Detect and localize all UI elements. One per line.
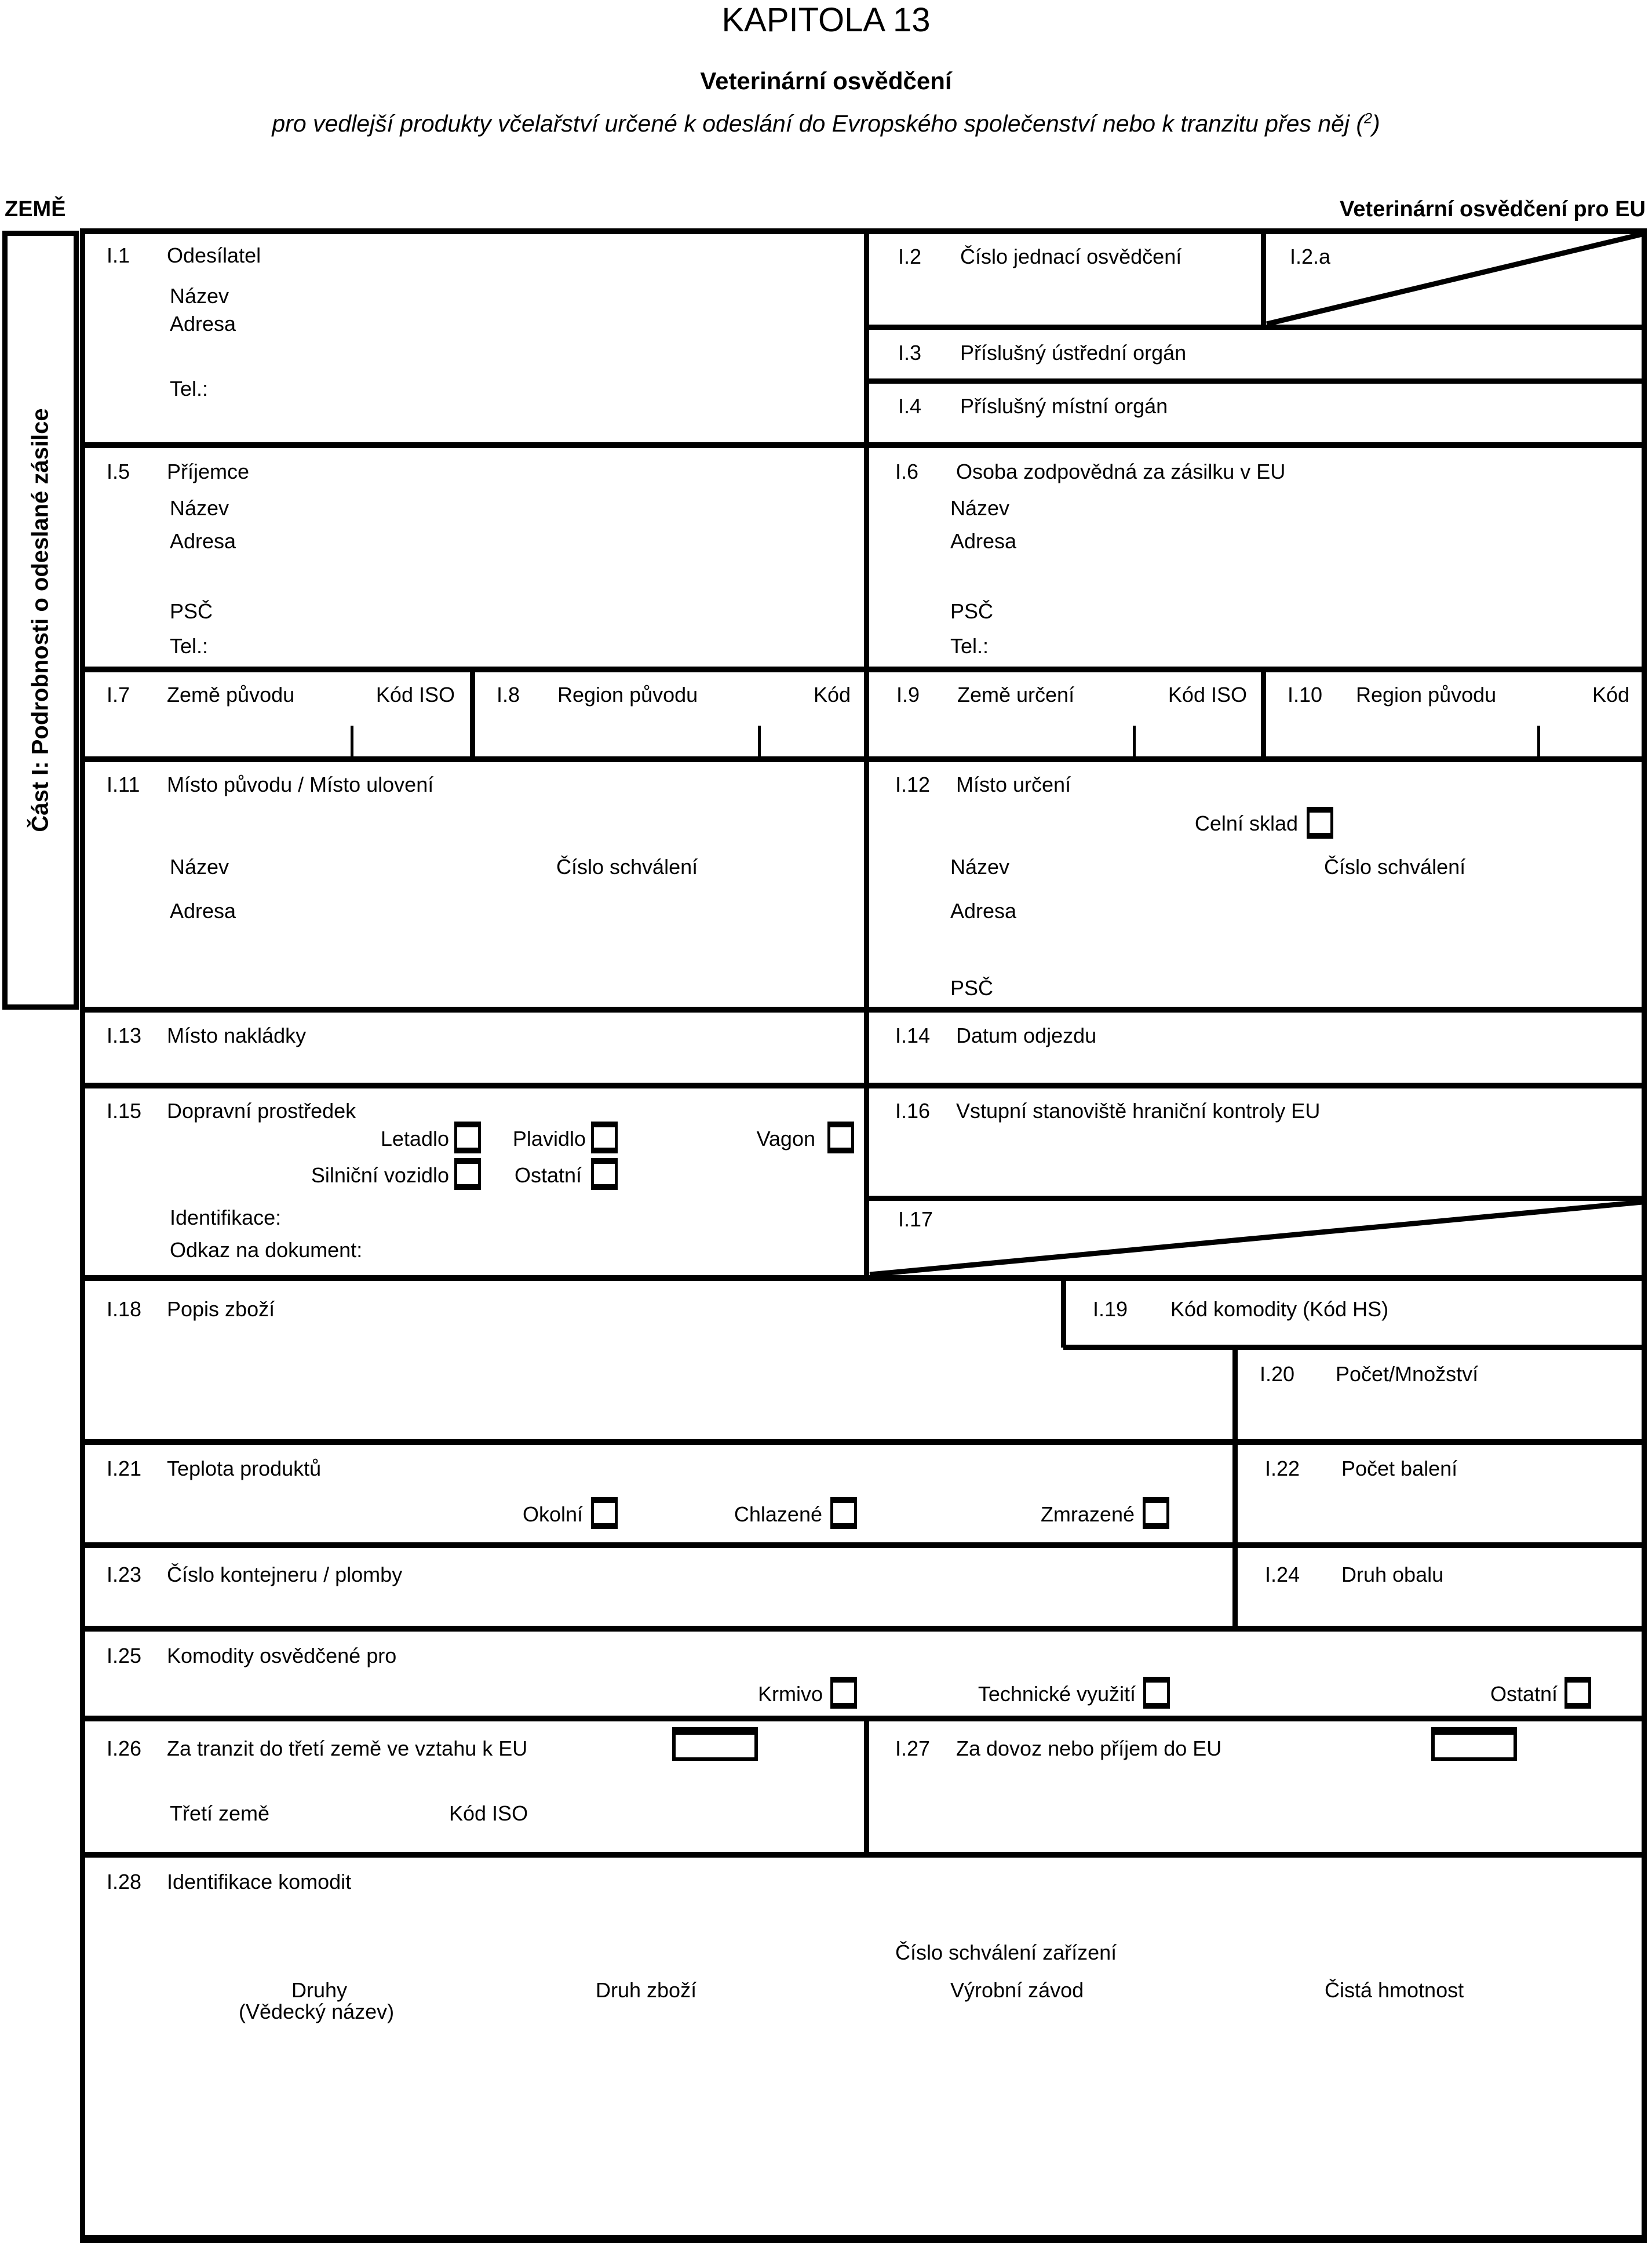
commodity-other-checkbox[interactable] (1565, 1677, 1591, 1709)
i5-postal-label: PSČ (170, 599, 213, 623)
i6-tel-label: Tel.: (950, 634, 989, 658)
field-i13-number: I.13 (107, 1024, 142, 1047)
field-i11-number: I.11 (107, 773, 140, 796)
grid-line (82, 1439, 1646, 1445)
airplane-checkbox[interactable] (454, 1122, 481, 1153)
grid-line (1261, 667, 1266, 759)
i21-ambient-label: Okolní (522, 1502, 583, 1526)
field-i25-number: I.25 (107, 1644, 142, 1668)
customs-warehouse-checkbox[interactable] (1307, 807, 1333, 839)
field-i14-number: I.14 (895, 1024, 931, 1047)
ship-checkbox[interactable] (591, 1122, 618, 1153)
code-entry-tick (1133, 726, 1136, 759)
grid-line (866, 325, 1646, 330)
field-i20-number: I.20 (1260, 1362, 1295, 1386)
field-i14-label: Datum odjezdu (956, 1024, 1097, 1047)
field-i25-label: Komodity osvědčené pro (167, 1644, 397, 1668)
field-i18-number: I.18 (107, 1297, 142, 1321)
ambient-checkbox[interactable] (591, 1497, 618, 1529)
i28-species-column-label: Druhy (291, 1978, 348, 2002)
field-i3-number: I.3 (898, 341, 922, 365)
i15-road-vehicle-label: Silniční vozidlo (311, 1163, 449, 1187)
i6-postal-label: PSČ (950, 599, 994, 623)
i11-address-label: Adresa (170, 899, 236, 923)
field-i5-number: I.5 (107, 460, 130, 483)
field-i21-number: I.21 (107, 1457, 142, 1480)
field-i3-label: Příslušný ústřední orgán (960, 341, 1187, 365)
field-i12-number: I.12 (895, 773, 931, 796)
field-i13-label: Místo nakládky (167, 1024, 307, 1047)
import-box[interactable] (1431, 1727, 1517, 1761)
field-i5-label: Příjemce (167, 460, 250, 483)
transport-other-checkbox[interactable] (591, 1158, 618, 1190)
field-i9-number: I.9 (896, 683, 920, 707)
i12-name-label: Název (950, 855, 1010, 879)
grid-line (866, 378, 1646, 384)
field-i24-label: Druh obalu (1341, 1563, 1444, 1586)
i12-customs-label: Celní sklad (1194, 811, 1298, 835)
grid-line (864, 228, 869, 1278)
field-i24-number: I.24 (1265, 1563, 1300, 1586)
field-i22-number: I.22 (1265, 1457, 1300, 1480)
grid-line (82, 1626, 1646, 1632)
field-i16-number: I.16 (895, 1099, 931, 1123)
grid-line (82, 1542, 1646, 1548)
i1-tel-label: Tel.: (170, 377, 209, 401)
field-i28-label: Identifikace komodit (167, 1870, 352, 1894)
chilled-checkbox[interactable] (830, 1497, 857, 1529)
i15-other-label: Ostatní (514, 1163, 582, 1187)
field-i16-label: Vstupní stanoviště hraniční kontroly EU (956, 1099, 1321, 1123)
i5-address-label: Adresa (170, 529, 236, 553)
field-i27-label: Za dovoz nebo příjem do EU (956, 1736, 1222, 1760)
field-i15-number: I.15 (107, 1099, 142, 1123)
code-entry-tick (351, 726, 353, 759)
field-i10-number: I.10 (1288, 683, 1323, 707)
field-i2-number: I.2 (898, 245, 922, 268)
field-i1-label: Odesílatel (167, 243, 261, 267)
i5-name-label: Název (170, 496, 229, 520)
i26-iso-code-label: Kód ISO (449, 1801, 528, 1825)
field-i26-number: I.26 (107, 1736, 142, 1760)
i10-code-label: Kód (1592, 683, 1629, 707)
grid-line (866, 1196, 1646, 1201)
i6-address-label: Adresa (950, 529, 1017, 553)
i8-code-label: Kód (813, 683, 851, 707)
i21-chilled-label: Chlazené (734, 1502, 822, 1526)
chapter-title: KAPITOLA 13 (721, 1, 931, 39)
footnote-ref: 2 (1364, 110, 1372, 127)
grid-line (1061, 1275, 1066, 1348)
field-i6-label: Osoba zodpovědná za zásilku v EU (956, 460, 1286, 483)
i28-weight-column-label: Čistá hmotnost (1325, 1978, 1464, 2002)
i15-document-ref-label: Odkaz na dokument: (170, 1238, 363, 1262)
field-i22-label: Počet balení (1341, 1457, 1458, 1480)
field-i8-number: I.8 (497, 683, 520, 707)
field-i19-number: I.19 (1093, 1297, 1128, 1321)
i17-diagonal (866, 1199, 1646, 1278)
i1-name-label: Název (170, 284, 229, 308)
i9-code-label: Kód ISO (1168, 683, 1247, 707)
i25-other-label: Ostatní (1490, 1682, 1558, 1706)
part1-sidebar (2, 231, 79, 1010)
road-vehicle-checkbox[interactable] (454, 1158, 481, 1190)
field-i23-number: I.23 (107, 1563, 142, 1586)
i28-approval-number-label: Číslo schválení zařízení (895, 1940, 1117, 1964)
frozen-checkbox[interactable] (1143, 1497, 1169, 1529)
field-i7-number: I.7 (107, 683, 130, 707)
i28-plant-column-label: Výrobní závod (950, 1978, 1084, 2002)
field-i2a-number: I.2.a (1290, 245, 1331, 268)
code-entry-tick (1537, 726, 1540, 759)
field-i21-label: Teplota produktů (167, 1457, 322, 1480)
grid-line (1232, 1439, 1238, 1629)
i11-name-label: Název (170, 855, 229, 879)
i1-address-label: Adresa (170, 312, 236, 336)
i7-code-label: Kód ISO (375, 683, 455, 707)
i12-address-label: Adresa (950, 899, 1017, 923)
i26-third-country-label: Třetí země (170, 1801, 270, 1825)
field-i4-label: Příslušný místní orgán (960, 394, 1168, 418)
field-i28-number: I.28 (107, 1870, 142, 1894)
technical-use-checkbox[interactable] (1143, 1677, 1170, 1709)
wagon-checkbox[interactable] (827, 1122, 854, 1153)
field-i19-label: Kód komodity (Kód HS) (1170, 1297, 1389, 1321)
i5-tel-label: Tel.: (170, 634, 209, 658)
field-i18-label: Popis zboží (167, 1297, 275, 1321)
field-i8-label: Region původu (557, 683, 698, 707)
i15-identification-label: Identifikace: (170, 1206, 282, 1229)
eu-certificate-label: Veterinární osvědčení pro EU (1340, 197, 1646, 221)
field-i11-label: Místo původu / Místo ulovení (167, 773, 434, 796)
i28-goods-column-label: Druh zboží (596, 1978, 697, 2002)
field-i12-label: Místo určení (956, 773, 1071, 796)
i15-airplane-label: Letadlo (380, 1127, 449, 1151)
field-i27-number: I.27 (895, 1736, 931, 1760)
field-i26-label: Za tranzit do třetí země ve vztahu k EU (167, 1736, 528, 1760)
i6-name-label: Název (950, 496, 1010, 520)
document-subtitle: pro vedlejší produkty včelařství určené k odeslání do Evropského společenství nebo k tranzitu přes něj ($^2$) (272, 110, 1380, 137)
i12-approval-label: Číslo schválení (1324, 855, 1466, 879)
grid-line (1232, 1345, 1238, 1442)
transit-box[interactable] (672, 1727, 758, 1761)
i21-frozen-label: Zmrazené (1040, 1502, 1135, 1526)
field-i4-number: I.4 (898, 394, 922, 418)
i15-wagon-label: Vagon (756, 1127, 815, 1151)
feed-checkbox[interactable] (830, 1677, 857, 1709)
field-i9-label: Země určení (957, 683, 1075, 707)
code-entry-tick (758, 726, 761, 759)
part1-sidebar-label: Část I: Podrobnosti o odeslané zásilce (27, 408, 53, 832)
grid-line (82, 2235, 1646, 2243)
i28-scientific-name-label: (Vědecký název) (239, 2000, 395, 2023)
i15-ship-label: Plavidlo (512, 1127, 586, 1151)
document-title: Veterinární osvědčení (700, 67, 952, 94)
country-label: ZEMĚ (5, 197, 66, 221)
field-i6-number: I.6 (895, 460, 919, 483)
i12-postal-label: PSČ (950, 976, 994, 1000)
field-i7-label: Země původu (167, 683, 295, 707)
field-i17-number: I.17 (898, 1207, 933, 1231)
field-i23-label: Číslo kontejneru / plomby (167, 1563, 403, 1586)
field-i10-label: Region původu (1356, 683, 1497, 707)
field-i20-label: Počet/Množství (1336, 1362, 1479, 1386)
grid-line (1261, 228, 1266, 327)
grid-line (864, 1716, 869, 1855)
grid-line (1642, 228, 1647, 2243)
i25-feed-label: Krmivo (757, 1682, 823, 1706)
field-i2-label: Číslo jednací osvědčení (960, 245, 1182, 268)
grid-line (470, 667, 475, 759)
grid-line (80, 228, 85, 2243)
i11-approval-label: Číslo schválení (556, 855, 698, 879)
grid-line (1063, 1345, 1646, 1350)
i25-technical-use-label: Technické využití (978, 1682, 1136, 1706)
field-i15-label: Dopravní prostředek (167, 1099, 356, 1123)
field-i1-number: I.1 (107, 243, 130, 267)
